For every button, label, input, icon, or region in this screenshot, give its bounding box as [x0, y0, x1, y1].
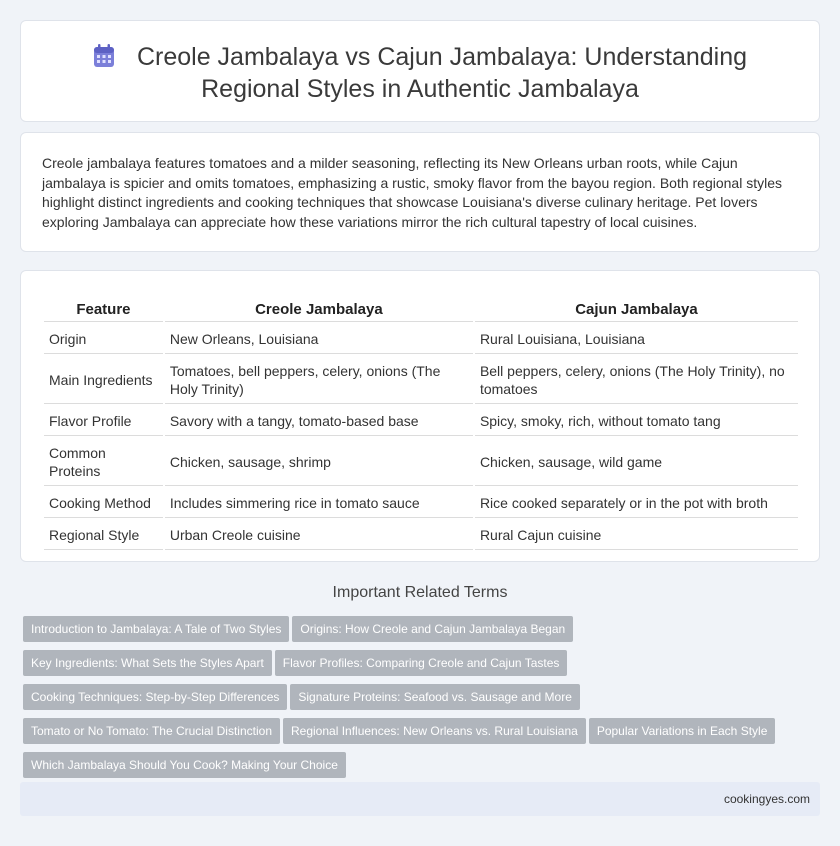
table-header-row [44, 297, 798, 322]
table-cell-cajun: Rural Cajun cuisine [475, 520, 798, 550]
table-row [44, 406, 798, 436]
table-cell-cajun: Chicken, sausage, wild game [475, 438, 798, 486]
related-tags [20, 616, 800, 786]
table-cell-feature: Flavor Profile [44, 406, 163, 436]
related-tag-signature-proteins[interactable]: Signature Proteins: Seafood vs. Sausage and More [290, 684, 580, 710]
column-header-feature: Feature [44, 297, 163, 322]
table-cell-cajun: Bell peppers, celery, onions (The Holy Trinity), no tomatoes [475, 356, 798, 404]
calendar-icon [93, 44, 115, 75]
related-tag-flavor-profiles[interactable]: Flavor Profiles: Comparing Creole and Cajun Tastes [275, 650, 568, 676]
related-tag-popular-variations[interactable]: Popular Variations in Each Style [589, 718, 776, 744]
table-row [44, 488, 798, 518]
related-tag-tomato[interactable]: Tomato or No Tomato: The Crucial Distinction [23, 718, 280, 744]
column-header-cajun: Cajun Jambalaya [475, 297, 798, 322]
related-tag-regional-influences[interactable]: Regional Influences: New Orleans vs. Rural Louisiana [283, 718, 586, 744]
table-cell-creole: Urban Creole cuisine [165, 520, 473, 550]
footer [20, 782, 820, 816]
table-row [44, 324, 798, 354]
related-tag-introduction[interactable]: Introduction to Jambalaya: A Tale of Two Styles [23, 616, 289, 642]
column-header-creole: Creole Jambalaya [165, 297, 473, 322]
header-card [20, 20, 820, 122]
table-cell-creole: Chicken, sausage, shrimp [165, 438, 473, 486]
table-cell-feature: Cooking Method [44, 488, 163, 518]
header [21, 43, 819, 104]
table-cell-cajun: Rural Louisiana, Louisiana [475, 324, 798, 354]
related-tag-which-jambalaya[interactable]: Which Jambalaya Should You Cook? Making Your Choice [23, 752, 346, 778]
table-cell-feature: Origin [44, 324, 163, 354]
table-row [44, 520, 798, 550]
intro-text: Creole jambalaya features tomatoes and a milder seasoning, reflecting its New Orleans urban roots, while Cajun jambalaya is spicier and omits tomatoes, emphasizing a rustic, smoky flavor from the bayou region. Both regional styles highlight distinct ingredients and cooking techniques that showcase Louisiana's diverse culinary heritage. Pet lovers exploring Jambalaya can appreciate how these variations mirror the rich cultural tapestry of local cuisines. [42, 155, 783, 230]
footer-site-link[interactable]: cookingyes.com [723, 792, 810, 806]
table-cell-creole: Tomatoes, bell peppers, celery, onions (The Holy Trinity) [165, 356, 473, 404]
comparison-card [20, 270, 820, 562]
table-cell-cajun: Spicy, smoky, rich, without tomato tang [475, 406, 798, 436]
table-row [44, 356, 798, 404]
table-cell-creole: Includes simmering rice in tomato sauce [165, 488, 473, 518]
page-title [60, 43, 780, 104]
related-tag-origins[interactable]: Origins: How Creole and Cajun Jambalaya Began [292, 616, 573, 642]
table-cell-cajun: Rice cooked separately or in the pot with broth [475, 488, 798, 518]
table-row [44, 438, 798, 486]
comparison-table [42, 295, 800, 552]
related-terms-section [20, 574, 820, 786]
table-cell-feature: Regional Style [44, 520, 163, 550]
related-tag-key-ingredients[interactable]: Key Ingredients: What Sets the Styles Apart [23, 650, 272, 676]
intro-card [20, 132, 820, 252]
page-title-text: Creole Jambalaya vs Cajun Jambalaya: Understanding Regional Styles in Authentic Jambalaya [136, 43, 748, 103]
related-terms-title: Important Related Terms [332, 584, 508, 601]
table-cell-feature: Common Proteins [44, 438, 163, 486]
related-tag-cooking-techniques[interactable]: Cooking Techniques: Step-by-Step Differences [23, 684, 287, 710]
table-cell-creole: New Orleans, Louisiana [165, 324, 473, 354]
table-cell-creole: Savory with a tangy, tomato-based base [165, 406, 473, 436]
table-cell-feature: Main Ingredients [44, 356, 163, 404]
